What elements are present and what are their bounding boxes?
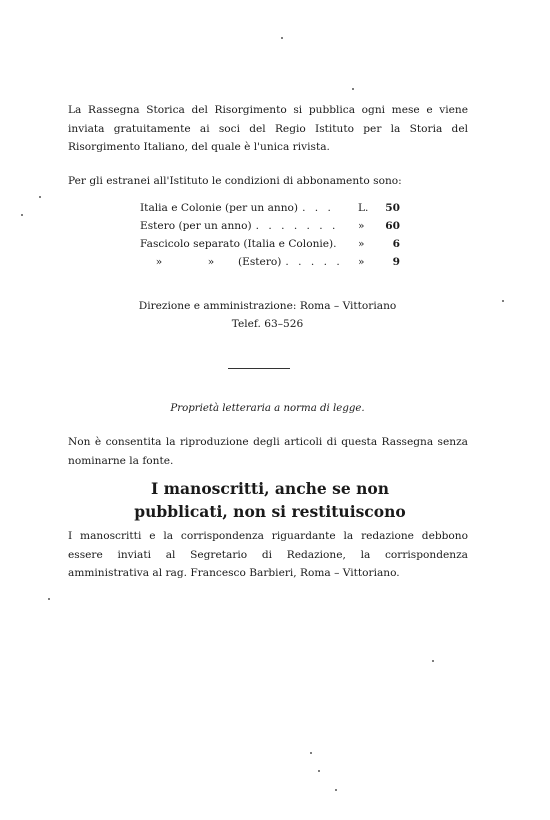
rate-leader: . . . . . xyxy=(285,256,343,268)
rate-unit: L. xyxy=(358,202,369,214)
headline-line: I manoscritti, anche se non xyxy=(150,479,390,498)
print-speck xyxy=(335,789,337,791)
manuscripts-paragraph: I manoscritti e la corrispondenza riguardante la redazione debbono essere inviati al Segretario di Redazione, la corrispondenza amministrativa al rag. Francesco Barbieri, Roma – Vittoriano. xyxy=(68,530,468,579)
rate-leader: . . . . . . . xyxy=(255,220,339,232)
rate-price: 60 xyxy=(385,220,400,232)
ditto-mark: » xyxy=(207,256,215,268)
ditto-mark: » xyxy=(155,256,163,268)
rate-unit: » xyxy=(358,238,365,250)
rate-row xyxy=(140,217,400,235)
manuscripts-headline xyxy=(0,477,540,523)
rate-row xyxy=(140,235,400,253)
rate-leader: . . . xyxy=(302,202,334,214)
copyright-notice: Proprietà letteraria a norma di legge. xyxy=(170,403,365,414)
subscription-rates-list xyxy=(140,199,400,271)
subscription-conditions-intro: Per gli estranei all'Istituto le condizioni di abbonamento sono: xyxy=(68,175,402,187)
rate-price: 6 xyxy=(392,238,400,250)
rate-label: Estero (per un anno) xyxy=(140,220,252,232)
rate-label: (Estero) xyxy=(238,256,282,268)
print-speck xyxy=(48,598,50,600)
rate-label: Italia e Colonie (per un anno) xyxy=(140,202,299,214)
rate-row xyxy=(140,199,400,217)
rate-unit: » xyxy=(358,256,365,268)
print-speck xyxy=(39,196,41,198)
rate-price: 50 xyxy=(385,202,400,214)
rate-label-ditto xyxy=(140,253,281,271)
rate-label: Fascicolo separato (Italia e Colonie). xyxy=(140,238,337,250)
print-speck xyxy=(502,300,504,302)
print-speck xyxy=(432,660,434,662)
reproduction-notice: Non è consentita la riproduzione degli articoli di questa Rassegna senza nominarne la fonte. xyxy=(68,436,468,467)
section-divider xyxy=(228,368,290,369)
rate-row xyxy=(140,253,400,271)
address-line: Direzione e amministrazione: Roma – Vittoriano xyxy=(138,300,397,312)
rate-price: 9 xyxy=(392,256,400,268)
telephone-line: Telef. 63–526 xyxy=(231,318,304,330)
intro-paragraph: La Rassegna Storica del Risorgimento si pubblica ogni mese e viene inviata gratuitamente ai soci del Regio Istituto per la Storia del Risorgimento Italiano, del quale è l'unica rivista. xyxy=(68,104,468,153)
rate-unit: » xyxy=(358,220,365,232)
print-speck xyxy=(281,37,283,39)
headline-line: pubblicati, non si restituiscono xyxy=(134,502,406,521)
print-speck xyxy=(318,770,320,772)
print-speck xyxy=(310,752,312,754)
print-speck xyxy=(352,88,354,90)
print-speck xyxy=(21,214,23,216)
